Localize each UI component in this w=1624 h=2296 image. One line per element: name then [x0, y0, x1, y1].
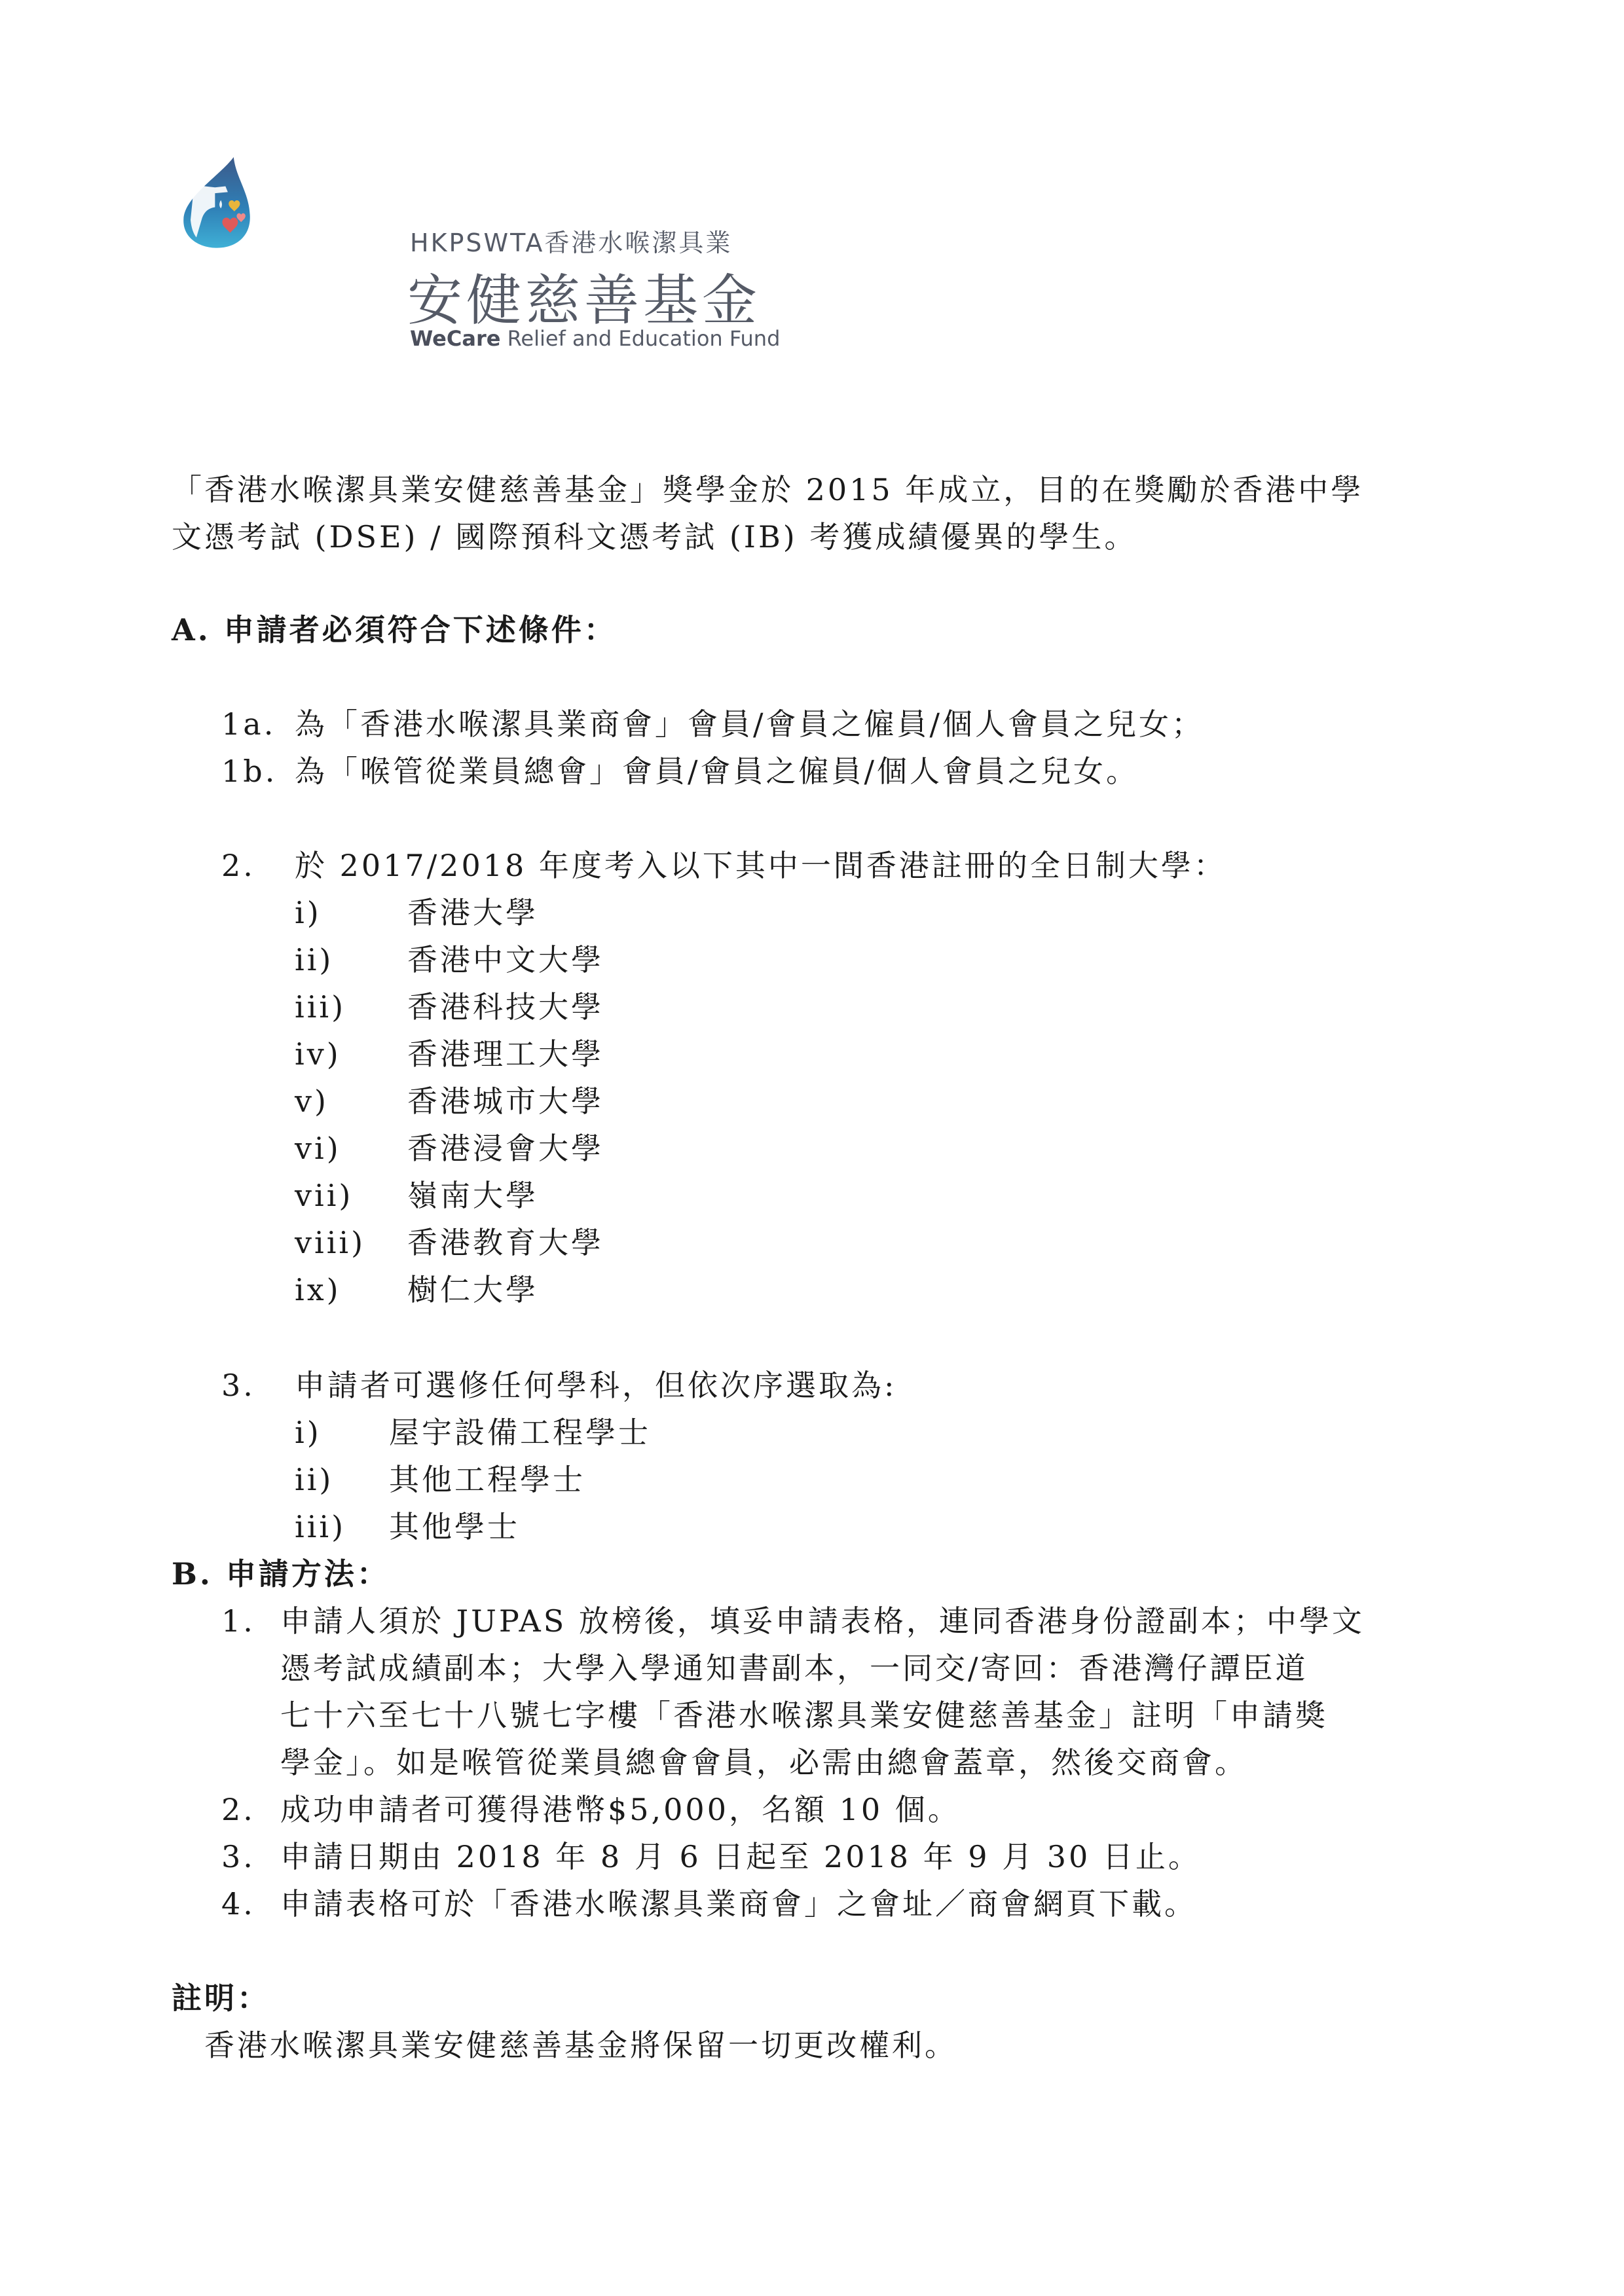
criteria-1b-text: 為「喉管從業員總會」會員/會員之僱員/個人會員之兒女。 — [295, 754, 1139, 789]
intro-line-1: 「香港水喉潔具業安健慈善基金」獎學金於 2015 年成立，目的在獎勵於香港中學 — [172, 472, 1364, 507]
method-1-line: 申請人須於 JUPAS 放榜後，填妥申請表格，連同香港身份證副本；中學文 — [280, 1603, 1365, 1639]
method-2-num: 2. — [221, 1792, 255, 1827]
logo-text-wecare: WeCare — [410, 326, 501, 351]
intro-line-2: 文憑考試 (DSE) / 國際預科文憑考試 (IB) 考獲成績優異的學生。 — [172, 519, 1137, 555]
method-3-text: 申請日期由 2018 年 8 月 6 日起至 2018 年 9 月 30 日止。 — [280, 1839, 1201, 1874]
fund-logo-drop-icon — [180, 157, 390, 419]
university-name: 香港大學 — [407, 895, 538, 930]
university-name: 香港中文大學 — [407, 942, 604, 977]
university-num: vi) — [295, 1131, 341, 1166]
logo-text-fund-name: 安健慈善基金 — [407, 268, 762, 333]
university-num: iv) — [295, 1036, 341, 1072]
subject-name: 其他學士 — [389, 1509, 520, 1544]
method-1-line: 憑考試成績副本；大學入學通知書副本，一同交/寄回：香港灣仔譚臣道 — [280, 1650, 1308, 1686]
method-3-num: 3. — [221, 1839, 255, 1874]
section-b-heading: B. 申請方法： — [172, 1556, 390, 1592]
method-2-text: 成功申請者可獲得港幣$5,000，名額 10 個。 — [280, 1792, 961, 1827]
subject-name: 屋宇設備工程學士 — [389, 1415, 651, 1450]
logo-text-english-rest: Relief and Education Fund — [500, 326, 781, 351]
university-name: 香港城市大學 — [407, 1084, 604, 1119]
subject-num: i) — [295, 1415, 322, 1450]
university-num: ii) — [295, 942, 334, 977]
method-4-num: 4. — [221, 1886, 255, 1922]
university-num: v) — [295, 1084, 329, 1119]
criteria-3-text: 申請者可選修任何學科，但依次序選取為: — [295, 1368, 897, 1403]
subject-name: 其他工程學士 — [389, 1462, 585, 1497]
subject-num: iii) — [295, 1509, 346, 1544]
note-heading: 註明： — [172, 1980, 270, 2016]
university-name: 香港科技大學 — [407, 989, 604, 1025]
university-num: vii) — [295, 1178, 354, 1213]
logo-text-org: HKPSWTA香港水喉潔具業 — [410, 228, 733, 257]
university-num: i) — [295, 895, 322, 930]
note-text: 香港水喉潔具業安健慈善基金將保留一切更改權利。 — [204, 2028, 957, 2063]
university-num: ix) — [295, 1272, 341, 1307]
criteria-2-text: 於 2017/2018 年度考入以下其中一間香港註冊的全日制大學： — [295, 848, 1227, 883]
university-name: 香港教育大學 — [407, 1225, 604, 1260]
criteria-1b-num: 1b. — [221, 754, 278, 789]
university-name: 嶺南大學 — [407, 1178, 538, 1213]
subject-num: ii) — [295, 1462, 334, 1497]
criteria-2-num: 2. — [221, 848, 255, 883]
method-1-line: 學金」。如是喉管從業員總會會員，必需由總會蓋章，然後交商會。 — [280, 1745, 1247, 1780]
university-name: 香港理工大學 — [407, 1036, 604, 1072]
method-1-line: 七十六至七十八號七字樓「香港水喉潔具業安健慈善基金」註明「申請獎 — [280, 1698, 1328, 1733]
university-name: 香港浸會大學 — [407, 1131, 604, 1166]
criteria-3-num: 3. — [221, 1368, 255, 1403]
university-name: 樹仁大學 — [407, 1272, 538, 1307]
method-4-text: 申請表格可於「香港水喉潔具業商會」之會址／商會網頁下載。 — [280, 1886, 1197, 1922]
criteria-1a-num: 1a. — [221, 706, 276, 742]
method-1-num: 1. — [221, 1603, 255, 1639]
logo-text-english — [410, 326, 780, 351]
university-num: iii) — [295, 989, 346, 1025]
section-a-heading: A. 申請者必須符合下述條件： — [172, 612, 617, 647]
criteria-1a-text: 為「香港水喉潔具業商會」會員/會員之僱員/個人會員之兒女； — [295, 706, 1204, 742]
university-num: viii) — [295, 1225, 366, 1260]
